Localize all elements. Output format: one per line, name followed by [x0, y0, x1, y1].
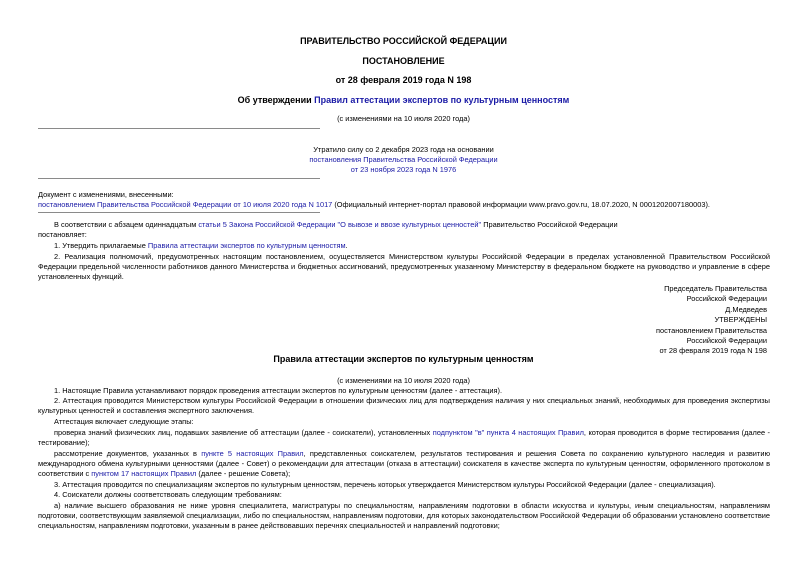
rule-2-stages: Аттестация включает следующие этапы: [54, 417, 194, 426]
changes-rest: (Официальный интернет-портал правовой информации www.pravo.gov.ru, 18.07.2020, N 0001202007180003). [332, 200, 710, 209]
item-1-rules-link[interactable]: Правила аттестации экспертов по культурным ценностям [147, 241, 346, 250]
signature-name: Д.Медведев [725, 305, 767, 314]
rule-4: 4. Соискатели должны соответствовать следующим требованиям: [54, 490, 282, 499]
approved-by: постановлением Правительства [656, 326, 767, 335]
item-2: 2. Реализация полномочий, предусмотренных настоящим постановлением, осуществляется Министерством культуры Российской Федерации в пределах установленной Правительством Российской Федерации предельной численности работников данного Министерства и бюджетных ассигнований, предусмотренных указанному Министерству в федеральном бюджете на руководство и управление в сфере установленных функций. [38, 252, 770, 281]
signature-position: Председатель Правительства [664, 284, 767, 293]
rule-2-stage-2-end: (далее - решение Совета); [196, 469, 291, 478]
divider [38, 178, 320, 179]
point-5-link[interactable]: пункте 5 настоящих Правил [201, 449, 304, 458]
rules-revision: (с изменениями на 10 июля 2020 года) [337, 376, 470, 385]
item-1-text: 1. Утвердить прилагаемые [54, 241, 148, 250]
rules-title: Правила аттестации экспертов по культурным ценностям [273, 354, 534, 364]
rule-2-stage-1-text: проверка знаний физических лиц, подавших заявление об аттестации (далее - соискатели), установленных [54, 428, 433, 437]
changes-link[interactable]: постановлением Правительства Российской Федерации от 10 июля 2020 года N 1017 [38, 200, 333, 209]
rule-2: 2. Аттестация проводится Министерством культуры Российской Федерации в отношении физических лиц для подтверждения наличия у них специальных знаний, необходимых для проведения экспертизы культурных ценностей и составления экспертного заключения. [38, 396, 770, 415]
preamble-law-link[interactable]: статьи 5 Закона Российской Федерации "О вывозе и ввозе культурных ценностей" [198, 220, 482, 229]
rule-2-stage-2 [38, 449, 770, 479]
document-title-prefix: Об утверждении [237, 95, 315, 105]
item-1 [38, 241, 770, 251]
rule-2-stage-2-middle: , представленных соискателем, результатов тестирования и решения Совета по сохранению культурного наследия и развитию международного обмена культурными ценностями (далее - Совет) о рекомендации для аттестации (отказа в аттестации) соискателя в качестве эксперта по культурным ценностям, оформленного протоколом в соответствии с [38, 449, 770, 478]
changes-line [38, 200, 770, 210]
preamble-decree: постановляет: [38, 230, 87, 239]
approved-label: УТВЕРЖДЕНЫ [714, 315, 767, 324]
preamble-text: В соответствии с абзацем одиннадцатым [54, 220, 199, 229]
approved-date: от 28 февраля 2019 года N 198 [659, 346, 767, 355]
document-title-link[interactable]: Правил аттестации экспертов по культурным ценностям [314, 95, 570, 105]
rule-2-stage-1 [38, 428, 770, 448]
rule-2-stage-1-end: , которая проводится в форме тестирования (далее - тестирование); [38, 428, 770, 447]
lost-force-link-1[interactable]: постановления Правительства Российской Федерации [309, 155, 498, 164]
document-date-number: от 28 февраля 2019 года N 198 [335, 75, 472, 85]
item-1-end: . [345, 241, 348, 250]
preamble-text-end: Правительство Российской Федерации [481, 220, 618, 229]
document-type: ПОСТАНОВЛЕНИЕ [362, 56, 445, 66]
rule-4a: а) наличие высшего образования не ниже уровня специалитета, магистратуры по специальностям, направлениям подготовки в области искусства и культуры, иным специальностям, направлениям подготовки, соответствующим заявляемой специализации, либо по специальностям, направлениям подготовки, для которых законодательством Российской Федерации об образовании установлено соответствие специальностям, направлениям подготовки, указанным в ранее действовавших перечнях специальностей и направлений подготовки; [38, 501, 770, 530]
rule-3: 3. Аттестация проводится по специализациям экспертов по культурным ценностям, перечень которых утверждается Министерством культуры Российской Федерации (далее - специализация). [54, 480, 716, 489]
subpoint-link[interactable]: подпунктом "в" пункта 4 настоящих Правил [432, 428, 584, 437]
rule-1: 1. Настоящие Правила устанавливают порядок проведения аттестации экспертов по культурным ценностям (далее - аттестация). [54, 386, 503, 395]
approved-country: Российской Федерации [686, 336, 767, 345]
document-title [0, 95, 807, 106]
preamble-line [38, 220, 770, 230]
document-revision: (с изменениями на 10 июля 2020 года) [337, 114, 470, 123]
government-heading: ПРАВИТЕЛЬСТВО РОССИЙСКОЙ ФЕДЕРАЦИИ [300, 36, 507, 46]
rule-2-stage-2-text: рассмотрение документов, указанных в [54, 449, 202, 458]
lost-force-link-2[interactable]: от 23 ноября 2023 года N 1976 [350, 165, 457, 174]
point-17-link[interactable]: пунктом 17 настоящих Правил [91, 469, 197, 478]
divider [38, 128, 320, 129]
changes-label: Документ с изменениями, внесенными: [38, 190, 174, 199]
divider [38, 212, 320, 213]
signature-country: Российской Федерации [686, 294, 767, 303]
lost-force-text: Утратило силу со 2 декабря 2023 года на основании [313, 145, 494, 154]
